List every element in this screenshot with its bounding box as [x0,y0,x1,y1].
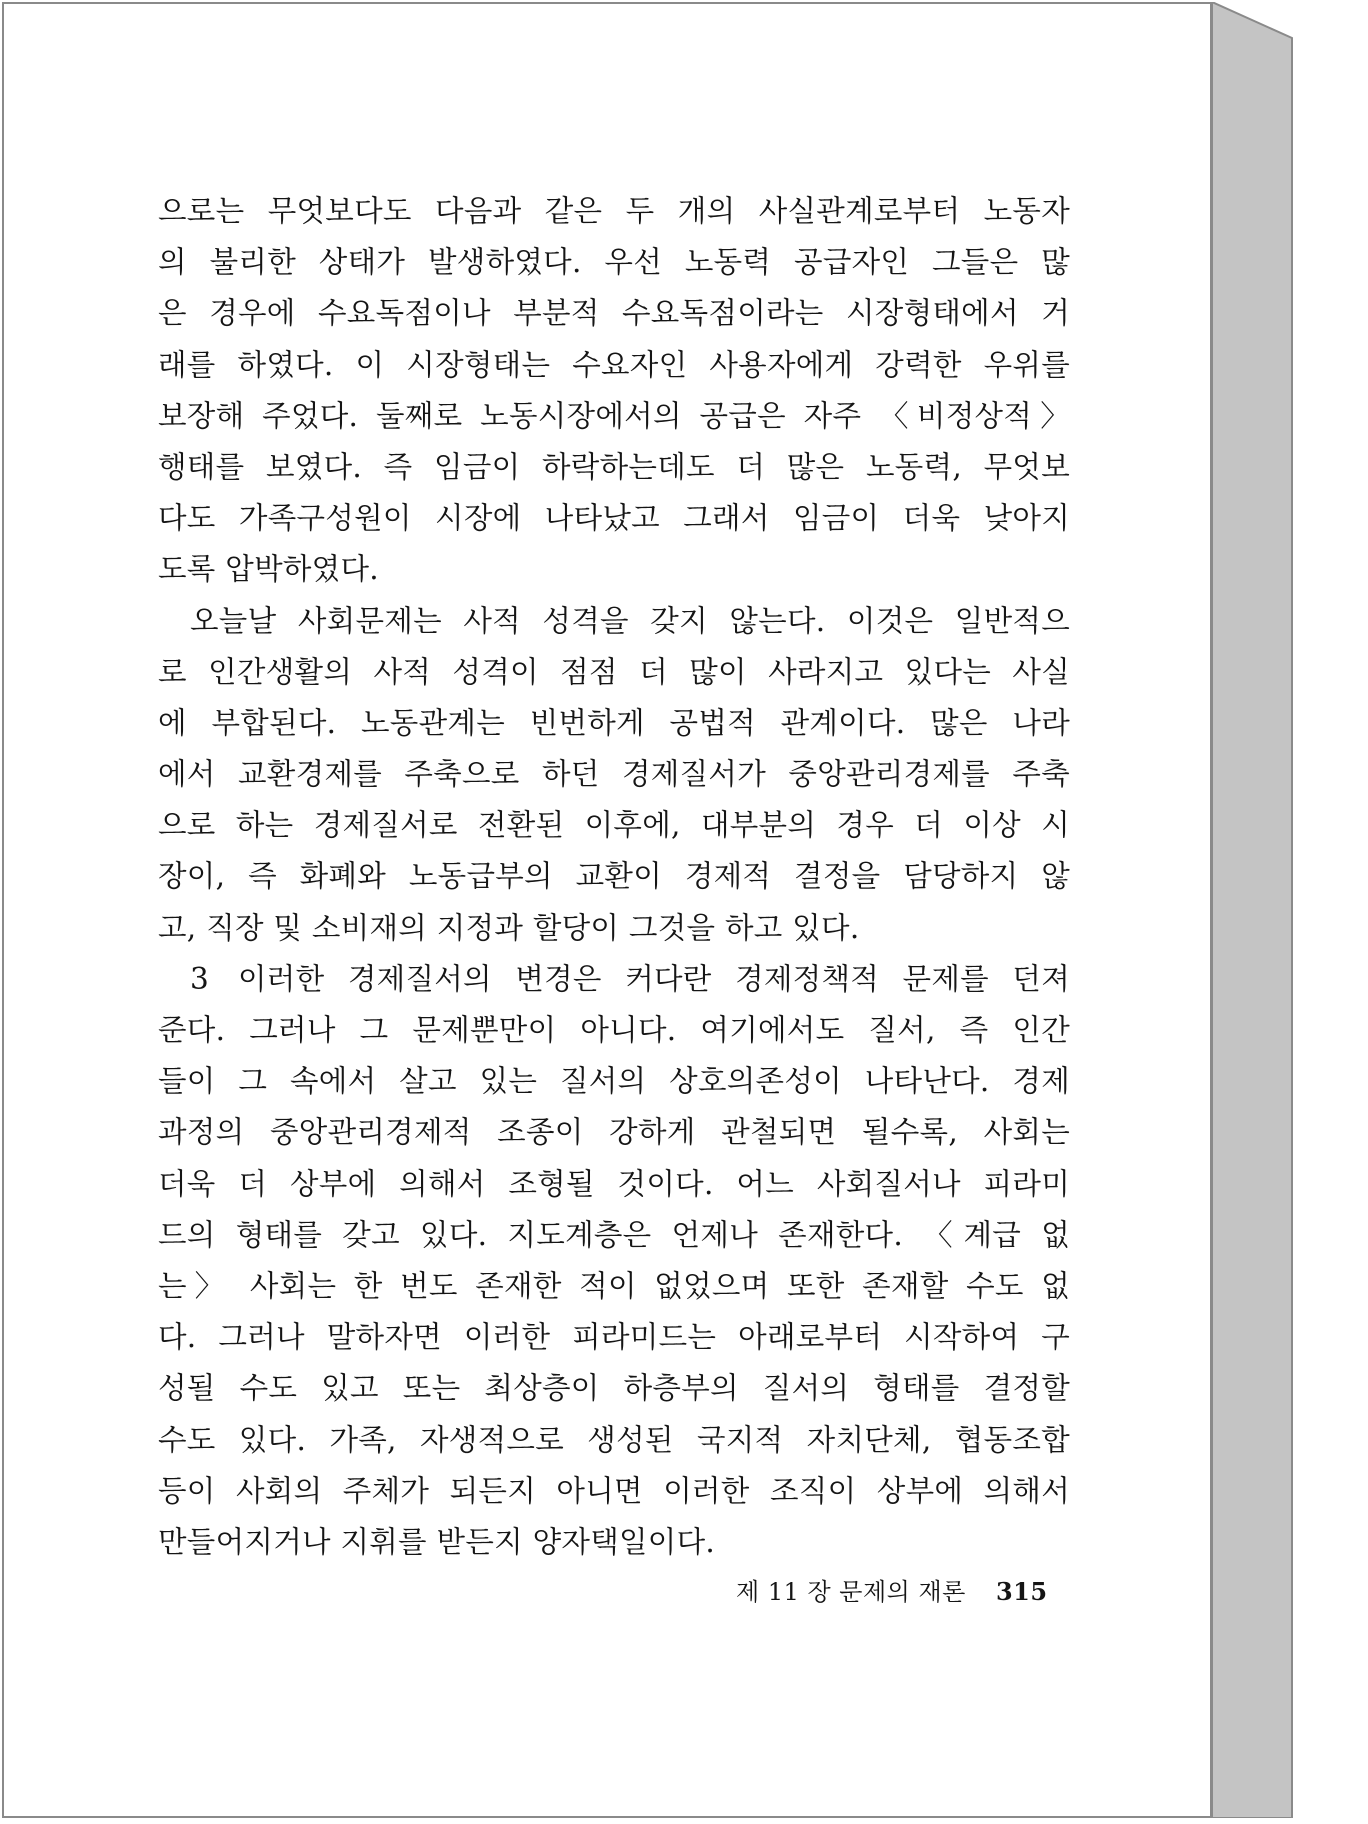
chapter-title: 제 11 장 문제의 재론 [736,1578,966,1606]
text-line: 들이 그 속에서 살고 있는 질서의 상호의존성이 나타난다. 경제 [158,1064,1070,1099]
paragraph-1 [158,186,1070,596]
text-line: 더욱 더 상부에 의해서 조형될 것이다. 어느 사회질서나 피라미 [158,1166,1070,1201]
text-line: 은 경우에 수요독점이나 부분적 수요독점이라는 시장형태에서 거 [158,296,1070,331]
text-line: 으로는 무엇보다도 다음과 같은 두 개의 사실관계로부터 노동자 [158,194,1070,228]
text-line: 만들어지거나 지휘를 받든지 양자택일이다. [158,1524,716,1559]
text-line: 로 인간생활의 사적 성격이 점점 더 많이 사라지고 있다는 사실 [158,654,1070,689]
text-line: 성될 수도 있고 또는 최상층이 하층부의 질서의 형태를 결정할 [158,1371,1070,1406]
text-line: 보장해 주었다. 둘째로 노동시장에서의 공급은 자주 〈비정상적〉 [158,398,1070,433]
text-line: 수도 있다. 가족, 자생적으로 생성된 국지적 자치단체, 협동조합 [158,1422,1070,1457]
text-line: 고, 직장 및 소비재의 지정과 할당이 그것을 하고 있다. [158,910,860,945]
page-footer [736,1572,1076,1607]
text-line: 다도 가족구성원이 시장에 나타났고 그래서 임금이 더욱 낮아지 [158,501,1070,536]
text-line: 행태를 보였다. 즉 임금이 하락하는데도 더 많은 노동력, 무엇보 [158,449,1070,484]
book-side-edge [1212,2,1368,1818]
text-line: 에서 교환경제를 주축으로 하던 경제질서가 중앙관리경제를 주축 [158,757,1070,792]
paragraph-2 [158,596,1070,954]
page-text-body [158,186,1070,1568]
text-line: 준다. 그러나 그 문제뿐만이 아니다. 여기에서도 질서, 즉 인간 [158,1013,1070,1047]
text-line: 도록 압박하였다. [158,552,379,587]
text-line: 에 부합된다. 노동관계는 빈번하게 공법적 관계이다. 많은 나라 [158,705,1070,740]
text-line: 오늘날 사회문제는 사적 성격을 갖지 않는다. 이것은 일반적으 [190,603,1070,638]
section-number: 3 [190,961,210,996]
page-number: 315 [995,1577,1048,1606]
text-line: 는〉 사회는 한 번도 존재한 적이 없었으며 또한 존재할 수도 없 [158,1268,1070,1303]
text-line: 드의 형태를 갖고 있다. 지도계층은 언제나 존재한다. 〈계급 없 [158,1217,1070,1252]
text-line-with-section-number [158,954,1070,1005]
text-line: 의 불리한 상태가 발생하였다. 우선 노동력 공급자인 그들은 많 [158,245,1070,280]
paragraph-3 [158,954,1070,1568]
text-line: 등이 사회의 주체가 되든지 아니면 이러한 조직이 상부에 의해서 [158,1473,1070,1508]
text-line: 래를 하였다. 이 시장형태는 수요자인 사용자에게 강력한 우위를 [158,347,1070,382]
text-line: 으로 하는 경제질서로 전환된 이후에, 대부분의 경우 더 이상 시 [158,808,1070,843]
text-line: 이러한 경제질서의 변경은 커다란 경제정책적 문제를 던져 [238,961,1070,996]
text-line: 다. 그러나 말하자면 이러한 피라미드는 아래로부터 시작하여 구 [158,1320,1070,1355]
text-line: 과정의 중앙관리경제적 조종이 강하게 관철되면 될수록, 사회는 [158,1115,1070,1150]
text-line: 장이, 즉 화폐와 노동급부의 교환이 경제적 결정을 담당하지 않 [158,859,1070,894]
